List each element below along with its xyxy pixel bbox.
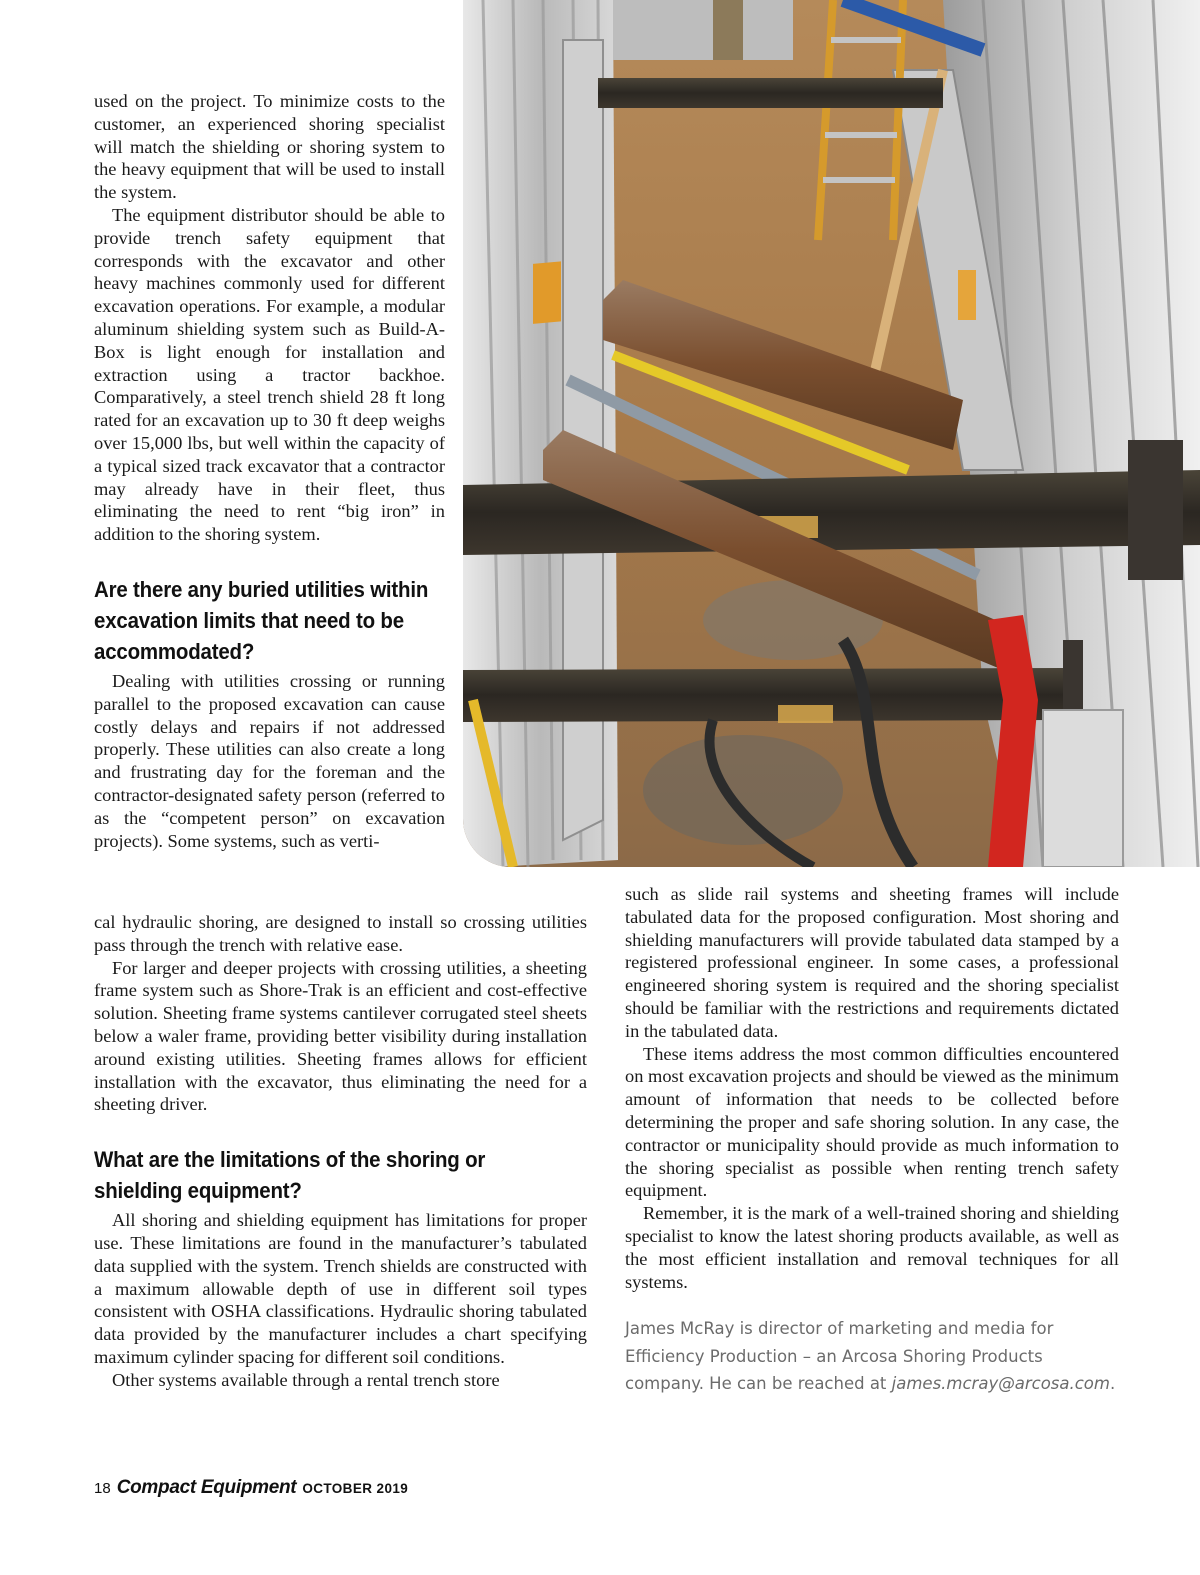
paragraph: such as slide rail systems and sheeting frames will include tabulated data for the proposed configuration. Most shoring and shielding manufacturers will provide tabulated data stamped by a registered professional engineer. In some cases, a professional engineered shoring system is required and the shoring specialist should be familiar with the restrictions and requirements dictated in the tabulated data.: [625, 884, 1119, 1041]
paragraph: Dealing with utilities crossing or running parallel to the proposed excavation can cause costly delays and repairs if not addressed properly. These utilities can also create a long and frustrating day for the foreman and the contractor-designated safety person (referred to as the “competent person” on excavation projects). Some systems, such as verti-: [94, 670, 445, 851]
paragraph: cal hydraulic shoring, are designed to install so crossing utilities pass through the trench with relative ease.: [94, 912, 587, 955]
column-right: [625, 883, 1119, 1398]
column-left-top: [94, 90, 445, 852]
paragraph: Other systems available through a rental trench store: [112, 1369, 500, 1390]
magazine-title: Compact Equipment: [116, 1477, 297, 1498]
section-heading: Are there any buried utilities within excavation limits that need to be accommodated?: [94, 576, 429, 664]
paragraph: used on the project. To minimize costs to the customer, an experienced shoring specialist will match the shielding or shoring system to the heavy equipment that will be used to install the system.: [94, 91, 445, 203]
paragraph: The equipment distributor should be able to provide trench safety equipment that corresponds with the excavator and other heavy machines commonly used for different excavation operations. For example, a modular aluminum shielding system such as Build-A-Box is light enough for installation and extraction using a tractor backhoe. Comparatively, a steel trench shield 28 ft long rated for an excavation up to 30 ft deep weighs over 15,000 lbs, but well within the capacity of a typical sized track excavator that a contractor may already have in their fleet, thus eliminating the need to rent “big iron” in addition to the shoring system.: [94, 204, 445, 545]
author-bio: [625, 1315, 1119, 1398]
paragraph: These items address the most common difficulties encountered on most excavation projects and should be viewed as the minimum amount of information that needs to be collected before determining the proper and safe shoring solution. In any case, the contractor or municipality should provide as much information to the shoring specialist as possible when renting trench safety equipment.: [625, 1043, 1119, 1201]
paragraph: Remember, it is the mark of a well-trained shoring and shielding specialist to know the latest shoring products available, as well as the most efficient installation and removal techniques for all systems.: [625, 1203, 1119, 1292]
issue-date: OCTOBER 2019: [302, 1481, 409, 1496]
bio-text: James McRay is director of marketing and media for Efficiency Production – an Arcosa Shoring Products company. He can be reached at: [625, 1319, 1054, 1394]
author-email-link[interactable]: james.mcray@arcosa.com: [891, 1374, 1110, 1394]
section-heading: What are the limitations of the shoring or shielding equipment?: [94, 1147, 486, 1204]
paragraph: All shoring and shielding equipment has limitations for proper use. These limitations are found in the manufacturer’s tabulated data supplied with the system. Trench shields are constructed with a maximum allowable depth of use in different soil types consistent with OSHA classifications. Hydraulic shoring tabulated data provided by the manufacturer includes a chart specifying maximum cylinder spacing for different soil conditions.: [94, 1210, 587, 1367]
page-number: 18: [94, 1480, 111, 1497]
trench-shoring-photo: [463, 0, 1200, 867]
page-footer: [94, 1477, 408, 1499]
column-left-bottom: [94, 911, 587, 1392]
bio-end: .: [1109, 1374, 1116, 1394]
paragraph: For larger and deeper projects with crossing utilities, a sheeting frame system such as Shore-Trak is an efficient and cost-effective solution. Sheeting frame systems cantilever corrugated steel sheets below a waler frame, providing better visibility during installation around existing utilities. Sheeting frames allows for efficient installation with the excavator, thus eliminating the need for a sheeting driver.: [94, 957, 587, 1115]
